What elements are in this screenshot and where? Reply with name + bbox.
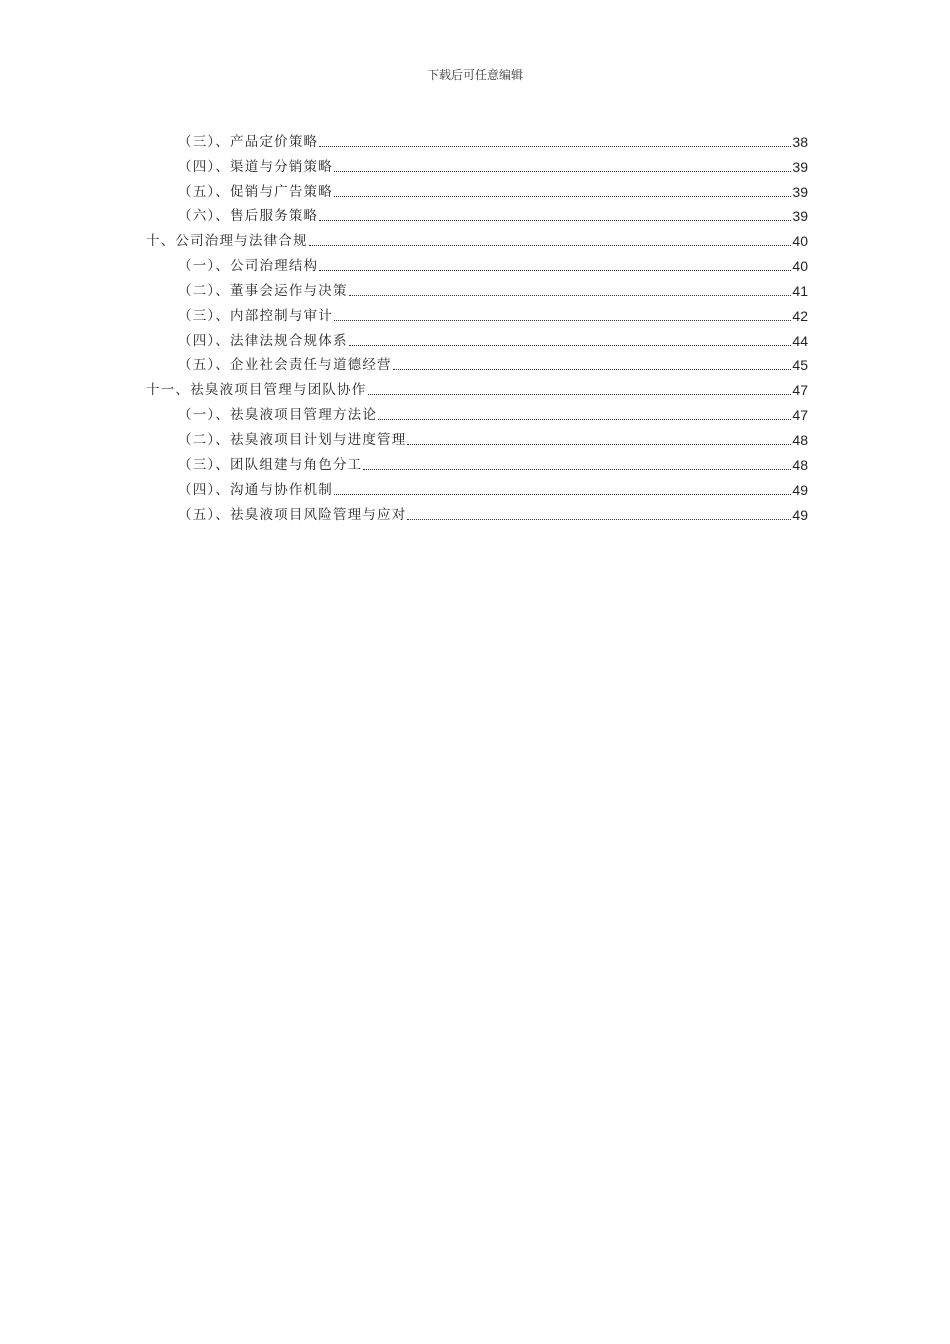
toc-leader-dots	[368, 394, 792, 395]
toc-entry-page: 39	[792, 158, 808, 175]
toc-leader-dots	[334, 196, 791, 197]
toc-chapter-entry[interactable]	[146, 225, 808, 250]
toc-entry[interactable]	[146, 300, 808, 325]
toc-entry-title: （二）、祛臭液项目计划与进度管理	[178, 431, 407, 448]
toc-leader-dots	[393, 369, 792, 370]
toc-entry-title: 十、公司治理与法律合规	[146, 233, 308, 250]
toc-entry[interactable]	[146, 275, 808, 300]
toc-entry-page: 47	[792, 382, 808, 399]
toc-leader-dots	[309, 245, 792, 246]
toc-entry[interactable]	[146, 201, 808, 226]
toc-entry-title: （四）、渠道与分销策略	[178, 158, 333, 175]
toc-entry[interactable]	[146, 350, 808, 375]
toc-leader-dots	[407, 444, 791, 445]
toc-entry-title: 十一、祛臭液项目管理与团队协作	[146, 382, 367, 399]
toc-entry[interactable]	[146, 424, 808, 449]
toc-entry[interactable]	[146, 399, 808, 424]
toc-chapter-entry[interactable]	[146, 374, 808, 399]
toc-entry-title: （六）、售后服务策略	[178, 208, 319, 225]
toc-entry-page: 40	[792, 258, 808, 275]
toc-entry-page: 49	[792, 506, 808, 523]
toc-entry-page: 38	[792, 133, 808, 150]
toc-entry-page: 40	[792, 233, 808, 250]
toc-entry[interactable]	[146, 126, 808, 151]
toc-entry-title: （三）、内部控制与审计	[178, 307, 333, 324]
toc-entry-page: 42	[792, 307, 808, 324]
toc-leader-dots	[334, 171, 791, 172]
toc-leader-dots	[334, 320, 791, 321]
toc-entry-title: （四）、沟通与协作机制	[178, 481, 333, 498]
toc-entry-title: （五）、企业社会责任与道德经营	[178, 357, 392, 374]
toc-entry-title: （一）、祛臭液项目管理方法论	[178, 407, 378, 424]
toc-leader-dots	[349, 345, 792, 346]
toc-entry-title: （一）、公司治理结构	[178, 258, 319, 275]
toc-entry-page: 47	[792, 407, 808, 424]
toc-entry-title: （二）、董事会运作与决策	[178, 282, 348, 299]
toc-entry-page: 39	[792, 183, 808, 200]
toc-entry[interactable]	[146, 151, 808, 176]
toc-entry-page: 49	[792, 481, 808, 498]
toc-entry-page: 48	[792, 456, 808, 473]
toc-entry-page: 39	[792, 208, 808, 225]
toc-entry-title: （四）、法律法规合规体系	[178, 332, 348, 349]
toc-leader-dots	[363, 469, 791, 470]
toc-leader-dots	[407, 519, 791, 520]
toc-leader-dots	[319, 220, 791, 221]
toc-entry[interactable]	[146, 474, 808, 499]
toc-entry-title: （三）、产品定价策略	[178, 133, 319, 150]
toc-leader-dots	[319, 146, 791, 147]
toc-entry-title: （五）、祛臭液项目风险管理与应对	[178, 506, 407, 523]
toc-entry-title: （五）、促销与广告策略	[178, 183, 333, 200]
toc-leader-dots	[334, 494, 791, 495]
toc-entry-page: 44	[792, 332, 808, 349]
toc-entry[interactable]	[146, 499, 808, 524]
toc-entry[interactable]	[146, 449, 808, 474]
toc-entry-page: 48	[792, 431, 808, 448]
toc-leader-dots	[319, 270, 791, 271]
toc-entry[interactable]	[146, 325, 808, 350]
table-of-contents	[146, 126, 808, 524]
toc-leader-dots	[349, 295, 792, 296]
toc-entry-page: 45	[792, 357, 808, 374]
toc-entry-title: （三）、团队组建与角色分工	[178, 456, 363, 473]
toc-entry-page: 41	[792, 282, 808, 299]
toc-entry[interactable]	[146, 176, 808, 201]
toc-entry[interactable]	[146, 250, 808, 275]
page-header: 下载后可任意编辑	[426, 68, 523, 82]
toc-leader-dots	[378, 419, 791, 420]
